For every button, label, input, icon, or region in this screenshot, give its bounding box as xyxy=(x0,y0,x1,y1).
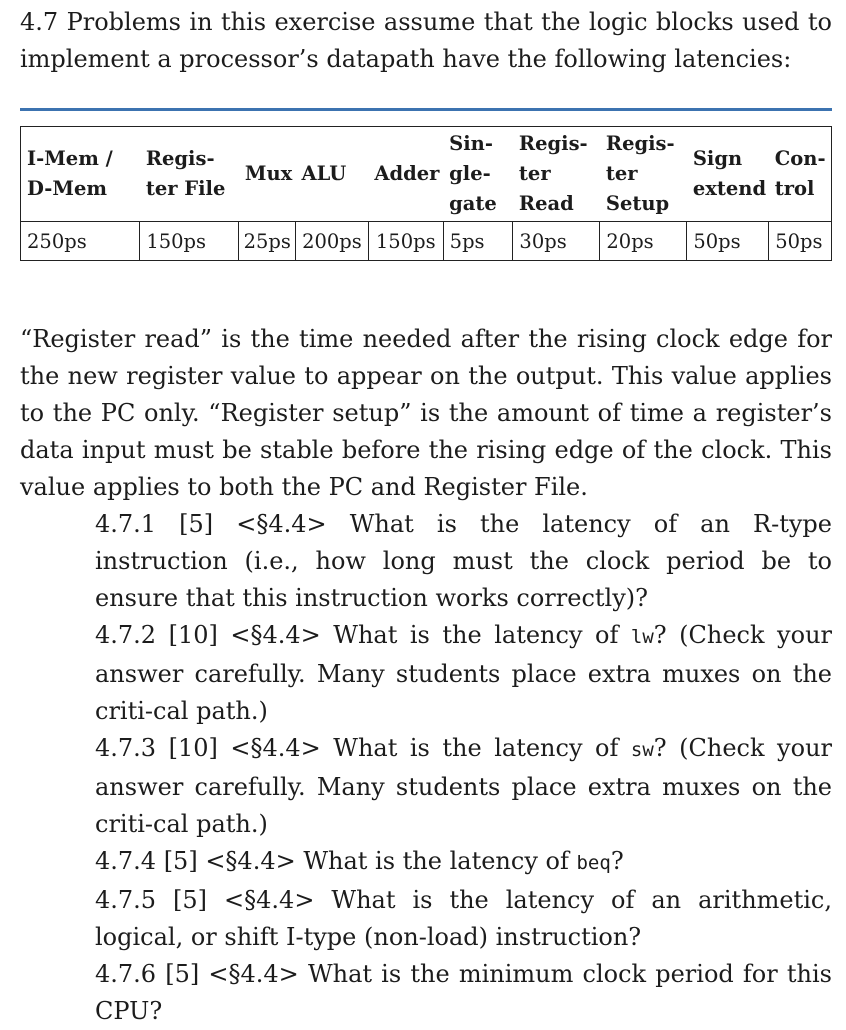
header-alu: ALU xyxy=(296,127,369,222)
code-lw: lw xyxy=(630,626,654,648)
register-description: “Register read” is the time needed after the rising clock edge for the new register value to appear on the output. This value applies to the PC only. “Register setup” is the amount of time a register’s data input must be stable before the rising edge of the clock. This value applies to both the PC and Register File. xyxy=(20,325,832,501)
latency-table xyxy=(20,126,832,261)
value-alu: 200ps xyxy=(296,222,369,261)
table-header-row xyxy=(21,127,832,222)
header-register-read: Regis- ter Read xyxy=(513,127,600,222)
question-4-7-4: 4.7.4 [5] <§4.4> What is the latency of beq? xyxy=(95,847,624,875)
value-register-setup: 20ps xyxy=(600,222,687,261)
question-4-7-5: 4.7.5 [5] <§4.4> What is the latency of an arithmetic, logical, or shift I-type (non-load) instruction? xyxy=(95,886,832,951)
header-register-setup: Regis- ter Setup xyxy=(600,127,687,222)
header-imem-dmem: I-Mem / D-Mem xyxy=(21,127,140,222)
value-sign-extend: 50ps xyxy=(687,222,769,261)
question-4-7-2: 4.7.2 [10] <§4.4> What is the latency of lw? (Check your answer carefully. Many students place extra muxes on the criti-cal path.) xyxy=(95,621,832,725)
value-control: 50ps xyxy=(769,222,832,261)
value-register-file: 150ps xyxy=(140,222,239,261)
table-values-row xyxy=(21,222,832,261)
problem-body xyxy=(20,321,832,1030)
section-divider xyxy=(20,108,832,111)
value-adder: 150ps xyxy=(368,222,443,261)
value-mux: 25ps xyxy=(239,222,296,261)
question-4-7-1: 4.7.1 [5] <§4.4> What is the latency of an R-type instruction (i.e., how long must the clock period be to ensure that this instruction works correctly)? xyxy=(95,510,832,612)
value-single-gate: 5ps xyxy=(443,222,513,261)
header-sign-extend: Sign extend xyxy=(687,127,769,222)
header-control: Con- trol xyxy=(769,127,832,222)
question-4-7-6: 4.7.6 [5] <§4.4> What is the minimum clock period for this CPU? xyxy=(95,960,832,1025)
value-register-read: 30ps xyxy=(513,222,600,261)
problem-intro: 4.7 Problems in this exercise assume that the logic blocks used to implement a processor’s datapath have the following latencies: xyxy=(20,8,832,73)
header-adder: Adder xyxy=(368,127,443,222)
header-mux: Mux xyxy=(239,127,296,222)
question-4-7-3: 4.7.3 [10] <§4.4> What is the latency of sw? (Check your answer carefully. Many students place extra muxes on the criti-cal path.) xyxy=(95,734,832,838)
value-imem-dmem: 250ps xyxy=(21,222,140,261)
header-single-gate: Sin- gle- gate xyxy=(443,127,513,222)
code-beq: beq xyxy=(576,852,611,874)
header-register-file: Regis- ter File xyxy=(140,127,239,222)
code-sw: sw xyxy=(630,739,654,761)
